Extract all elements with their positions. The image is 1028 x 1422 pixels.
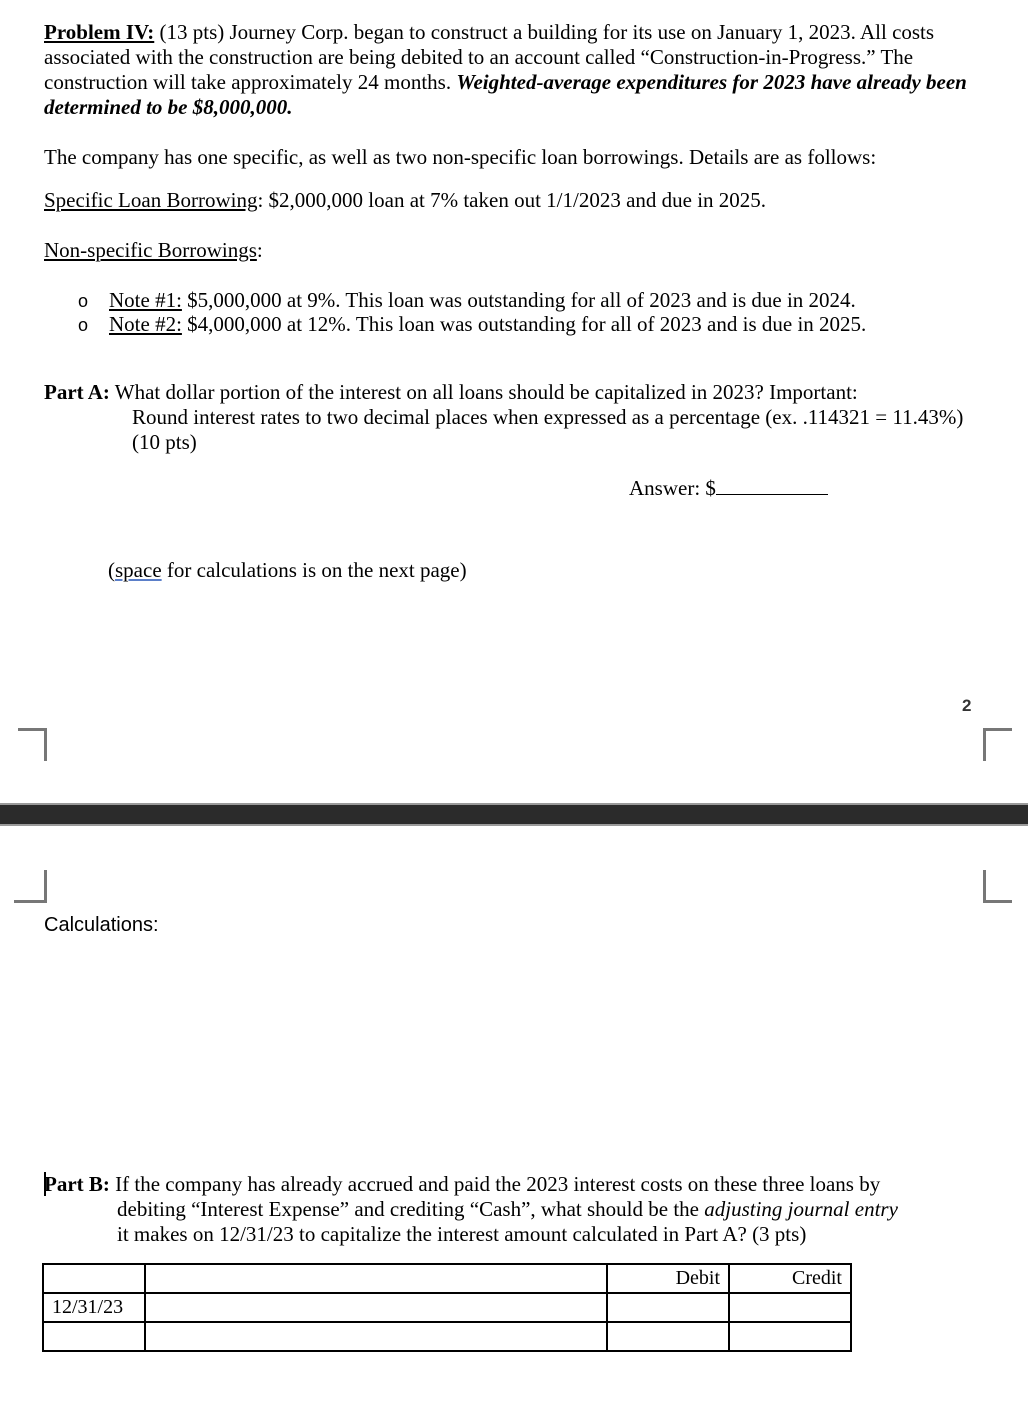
debit-header: Debit: [607, 1264, 729, 1293]
part-b-question: [44, 1172, 974, 1247]
space-note: [108, 558, 467, 583]
note-item-2: [78, 312, 866, 338]
credit-header: Credit: [729, 1264, 851, 1293]
answer-blank[interactable]: [716, 475, 828, 495]
debit-cell[interactable]: [607, 1293, 729, 1322]
nonspecific-label: Non-specific Borrowings: [44, 238, 257, 262]
part-b-line2: [44, 1197, 974, 1222]
page-corner-mark: [983, 728, 1012, 761]
problem-intro: [44, 20, 984, 120]
problem-intro-text: Journey Corp. began to construct a building for its use on January 1, 2023. All costs associated with the construction are being debited to an account called “Construction-in-Progress.” The construction will take approximately 24 months.: [44, 20, 935, 94]
page-number: 2: [962, 696, 972, 715]
table-row: [43, 1293, 851, 1322]
answer-field[interactable]: [629, 475, 828, 501]
part-a-question-line1: What dollar portion of the interest on all loans should be capitalized in 2023? Important:: [114, 380, 858, 404]
page-corner-mark: [18, 728, 47, 761]
borrowings-intro: The company has one specific, as well as two non-specific loan borrowings. Details are as follows:: [44, 145, 877, 169]
table-cell[interactable]: [145, 1264, 607, 1293]
part-b-line2-text: debiting “Interest Expense” and crediting “Cash”, what should be the: [117, 1197, 699, 1221]
nonspecific-heading: [44, 238, 263, 263]
debit-cell[interactable]: [607, 1322, 729, 1351]
problem-points: (13 pts): [159, 20, 225, 44]
credit-cell[interactable]: [729, 1293, 851, 1322]
page-break-divider: [0, 803, 1028, 826]
date-cell[interactable]: [43, 1322, 145, 1351]
bullet-icon: o: [78, 315, 89, 335]
part-a-question-rest: Round interest rates to two decimal places when expressed as a percentage (ex. .114321 = 11.43%) (10 pts): [132, 405, 964, 454]
calculations-label: Calculations:: [44, 914, 159, 936]
part-b-label: Part B:: [44, 1172, 110, 1196]
part-b-emphasis: adjusting journal entry: [704, 1197, 898, 1221]
specific-loan-text: : $2,000,000 loan at 7% taken out 1/1/2023 and due in 2025.: [257, 188, 767, 212]
note-1-text: $5,000,000 at 9%. This loan was outstanding for all of 2023 and is due in 2024.: [181, 288, 856, 312]
note-2-text: $4,000,000 at 12%. This loan was outstanding for all of 2023 and is due in 2025.: [181, 312, 867, 336]
part-b-line1: If the company has already accrued and paid the 2023 interest costs on these three loans by: [115, 1172, 881, 1196]
answer-label: Answer: $: [629, 476, 716, 500]
specific-loan-label: Specific Loan Borrowing: [44, 188, 258, 212]
part-a-question: [44, 380, 974, 455]
page-corner-mark: [14, 870, 47, 903]
part-a-label: Part A:: [44, 380, 110, 404]
specific-loan-line: [44, 188, 766, 213]
space-note-open: (: [108, 558, 115, 582]
nonspecific-colon: :: [256, 238, 263, 262]
note-item-1: [78, 288, 856, 314]
page-corner-mark: [983, 870, 1012, 903]
date-cell[interactable]: 12/31/23: [43, 1293, 145, 1322]
part-b-line3: it makes on 12/31/23 to capitalize the interest amount calculated in Part A? (3 pts): [117, 1222, 807, 1246]
note-1-label: Note #1:: [109, 288, 182, 312]
table-row: [43, 1322, 851, 1351]
space-note-rest: for calculations is on the next page): [161, 558, 467, 582]
problem-label: Problem IV:: [44, 20, 155, 44]
table-header-row: [43, 1264, 851, 1293]
account-cell[interactable]: [145, 1322, 607, 1351]
weighted-average-text: Weighted-average expenditures for 2023 have already been determined to be $8,000,000.: [44, 70, 967, 119]
space-note-word: space: [115, 558, 162, 582]
table-cell[interactable]: [43, 1264, 145, 1293]
bullet-icon: o: [78, 291, 89, 311]
note-2-label: Note #2:: [109, 312, 182, 336]
credit-cell[interactable]: [729, 1322, 851, 1351]
journal-entry-table: [42, 1263, 852, 1352]
account-cell[interactable]: [145, 1293, 607, 1322]
